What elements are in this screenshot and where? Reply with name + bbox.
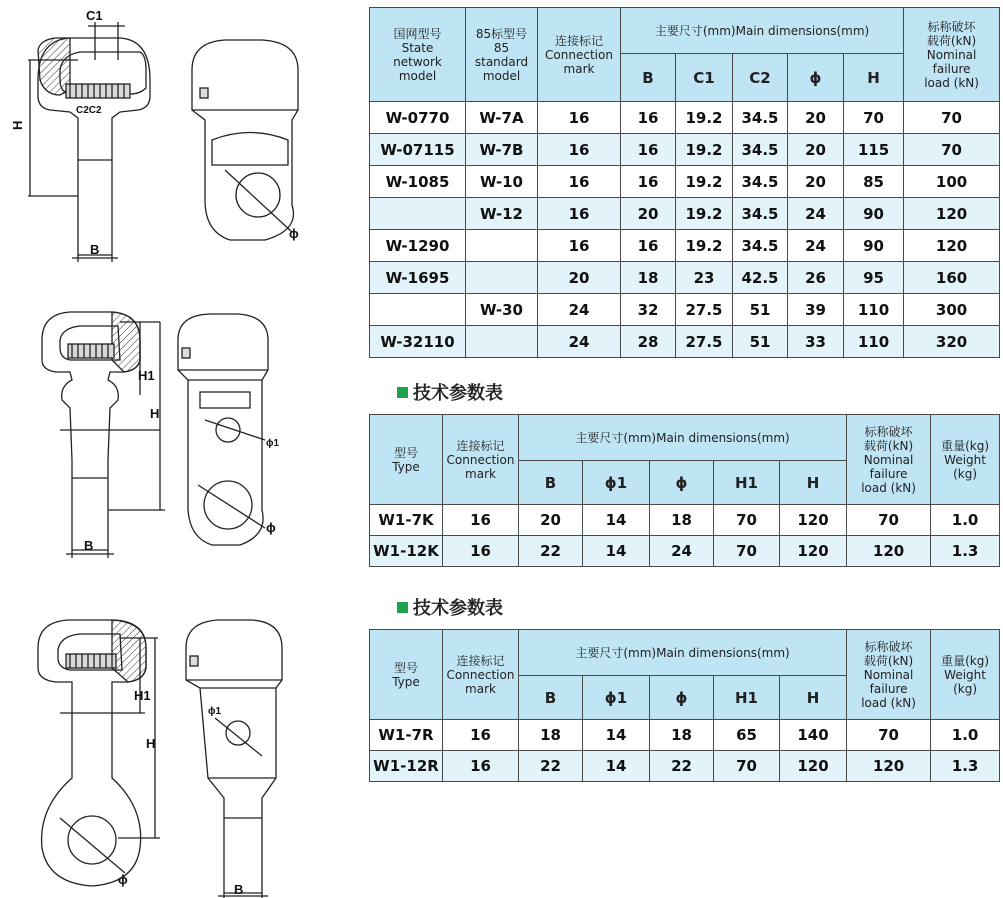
front-view-1: [28, 22, 150, 262]
spec-table-3: [369, 629, 1000, 782]
t1-cell-b: 28: [621, 326, 676, 358]
t2-cell-h1: 70: [714, 505, 780, 536]
t1-cell-phi: 33: [788, 326, 844, 358]
t3-header-main-dimensions: 主要尺寸(mm)Main dimensions(mm): [519, 630, 847, 676]
t1-cell-c1: 19.2: [676, 198, 733, 230]
green-square-icon: [397, 387, 408, 398]
table-3-body: [370, 720, 1000, 782]
side-view-3: [186, 620, 282, 898]
h-label-3: H: [146, 736, 156, 751]
drawing-2-svg: [0, 300, 330, 570]
t1-cell-c1: 23: [676, 262, 733, 294]
t2-header-phi: ϕ: [650, 461, 714, 505]
t1-cell-c1: 27.5: [676, 294, 733, 326]
section-2-title-text: 技术参数表: [413, 383, 503, 404]
header-85-model: 85标型号 85 standard model: [466, 8, 538, 102]
t1-cell-conn: 16: [538, 166, 621, 198]
t2-header-load: 标称破坏 载荷(kN) Nominal failure load (kN): [847, 415, 931, 505]
phi-label: ϕ: [289, 226, 299, 241]
side-view-2: [178, 314, 268, 545]
t1-cell-load: 100: [904, 166, 1000, 198]
t1-cell-conn: 16: [538, 134, 621, 166]
t1-cell-c1: 19.2: [676, 134, 733, 166]
t1-cell-c2: 51: [733, 294, 788, 326]
spec-table-2: [369, 414, 1000, 567]
t1-cell-load: 70: [904, 134, 1000, 166]
t2-header-weight: 重量(kg) Weight (kg): [931, 415, 1000, 505]
t1-cell-load: 160: [904, 262, 1000, 294]
t1-cell-phi: 26: [788, 262, 844, 294]
t2-header-phi1: ϕ1: [583, 461, 650, 505]
t3-header-h: H: [780, 676, 847, 720]
header-c2: C2: [733, 54, 788, 102]
t2-cell-conn: 16: [443, 536, 519, 567]
t1-cell-load: 120: [904, 198, 1000, 230]
t3-cell-load: 70: [847, 720, 931, 751]
t1-cell-phi: 39: [788, 294, 844, 326]
t1-cell-conn: 24: [538, 326, 621, 358]
table-row: [370, 262, 1000, 294]
drawing-1-svg: [0, 0, 330, 275]
t3-cell-h1: 65: [714, 720, 780, 751]
t1-cell-c2: 34.5: [733, 198, 788, 230]
table-row: [370, 230, 1000, 262]
t1-cell-conn: 16: [538, 102, 621, 134]
t3-header-load: 标称破坏 载荷(kN) Nominal failure load (kN): [847, 630, 931, 720]
t1-cell-b: 16: [621, 102, 676, 134]
t2-cell-b: 20: [519, 505, 583, 536]
t2-cell-h: 120: [780, 505, 847, 536]
t2-cell-phi: 24: [650, 536, 714, 567]
table-row: [370, 294, 1000, 326]
t1-cell-c2: 42.5: [733, 262, 788, 294]
t3-cell-h: 140: [780, 720, 847, 751]
t1-cell-b: 16: [621, 166, 676, 198]
t1-cell-phi: 20: [788, 102, 844, 134]
table-row: [370, 720, 1000, 751]
header-connection-mark: 连接标记 Connection mark: [538, 8, 621, 102]
t2-header-connection: 连接标记 Connection mark: [443, 415, 519, 505]
c1-label: C1: [86, 8, 103, 23]
t2-header-h1: H1: [714, 461, 780, 505]
t1-cell-phi: 20: [788, 134, 844, 166]
header-b: B: [621, 54, 676, 102]
t3-cell-phi1: 14: [583, 751, 650, 782]
t2-cell-phi: 18: [650, 505, 714, 536]
t1-cell-b: 18: [621, 262, 676, 294]
t3-cell-b: 18: [519, 720, 583, 751]
t3-cell-phi: 22: [650, 751, 714, 782]
t1-cell-std: W-7A: [466, 102, 538, 134]
section-title-3: [397, 594, 503, 620]
t1-cell-state: W-07115: [370, 134, 466, 166]
t1-cell-state: W-1290: [370, 230, 466, 262]
table-2-body: [370, 505, 1000, 567]
t1-cell-state: [370, 294, 466, 326]
t1-cell-load: 320: [904, 326, 1000, 358]
t1-cell-h: 90: [844, 198, 904, 230]
t2-cell-load: 120: [847, 536, 931, 567]
t2-cell-weight: 1.3: [931, 536, 1000, 567]
t1-cell-phi: 20: [788, 166, 844, 198]
t1-cell-c2: 34.5: [733, 230, 788, 262]
t1-cell-h: 95: [844, 262, 904, 294]
drawing-socket-eye-2: [0, 300, 330, 570]
t2-cell-type: W1-7K: [370, 505, 443, 536]
t1-cell-h: 85: [844, 166, 904, 198]
t1-cell-state: [370, 198, 466, 230]
t1-cell-c1: 27.5: [676, 326, 733, 358]
t2-cell-b: 22: [519, 536, 583, 567]
t1-cell-state: W-1085: [370, 166, 466, 198]
t1-cell-c1: 19.2: [676, 102, 733, 134]
t2-header-b: B: [519, 461, 583, 505]
t1-cell-c1: 19.2: [676, 166, 733, 198]
t1-cell-h: 115: [844, 134, 904, 166]
header-phi: ϕ: [788, 54, 844, 102]
t3-cell-phi1: 14: [583, 720, 650, 751]
t1-cell-conn: 24: [538, 294, 621, 326]
t1-cell-c2: 34.5: [733, 166, 788, 198]
drawing-socket-eye-1: [0, 0, 330, 275]
t2-cell-phi1: 14: [583, 505, 650, 536]
t2-cell-h: 120: [780, 536, 847, 567]
t3-cell-weight: 1.0: [931, 720, 1000, 751]
front-view-2: [42, 312, 165, 558]
t2-cell-h1: 70: [714, 536, 780, 567]
table-row: [370, 134, 1000, 166]
header-h: H: [844, 54, 904, 102]
t1-cell-state: W-32110: [370, 326, 466, 358]
t1-cell-h: 70: [844, 102, 904, 134]
t2-cell-type: W1-12K: [370, 536, 443, 567]
t1-cell-load: 70: [904, 102, 1000, 134]
table-row: [370, 536, 1000, 567]
t3-cell-h: 120: [780, 751, 847, 782]
header-c1: C1: [676, 54, 733, 102]
h1-label-3: H1: [134, 688, 151, 703]
c2-label: C2C2: [76, 105, 102, 116]
table-row: [370, 326, 1000, 358]
t1-cell-std: [466, 326, 538, 358]
t1-cell-std: [466, 230, 538, 262]
t1-cell-state: W-0770: [370, 102, 466, 134]
t1-cell-h: 90: [844, 230, 904, 262]
t3-cell-conn: 16: [443, 720, 519, 751]
t2-cell-phi1: 14: [583, 536, 650, 567]
t2-header-type: 型号 Type: [370, 415, 443, 505]
front-view-3: [38, 620, 160, 886]
t1-cell-phi: 24: [788, 230, 844, 262]
t1-cell-b: 32: [621, 294, 676, 326]
t1-cell-load: 300: [904, 294, 1000, 326]
h1-label: H1: [138, 368, 155, 383]
t1-cell-c2: 34.5: [733, 102, 788, 134]
h-label-2: H: [150, 406, 160, 421]
t1-cell-b: 20: [621, 198, 676, 230]
t3-header-type: 型号 Type: [370, 630, 443, 720]
header-failure-load: 标称破坏 载荷(kN) Nominal failure load (kN): [904, 8, 1000, 102]
table-row: [370, 751, 1000, 782]
b-label: B: [90, 242, 100, 257]
t3-header-weight: 重量(kg) Weight (kg): [931, 630, 1000, 720]
green-square-icon: [397, 602, 408, 613]
t2-cell-conn: 16: [443, 505, 519, 536]
t3-cell-weight: 1.3: [931, 751, 1000, 782]
t1-cell-h: 110: [844, 326, 904, 358]
phi-label-3: ϕ: [118, 872, 128, 887]
t1-cell-load: 120: [904, 230, 1000, 262]
t2-header-main-dimensions: 主要尺寸(mm)Main dimensions(mm): [519, 415, 847, 461]
t1-cell-conn: 20: [538, 262, 621, 294]
t1-cell-std: W-10: [466, 166, 538, 198]
t3-cell-phi: 18: [650, 720, 714, 751]
t3-header-phi: ϕ: [650, 676, 714, 720]
t1-cell-c2: 51: [733, 326, 788, 358]
t3-cell-b: 22: [519, 751, 583, 782]
phi-label-2: ϕ: [266, 520, 276, 535]
t3-header-phi1: ϕ1: [583, 676, 650, 720]
t1-cell-std: W-12: [466, 198, 538, 230]
t1-cell-std: W-7B: [466, 134, 538, 166]
t3-cell-type: W1-12R: [370, 751, 443, 782]
phi1-label-3: ϕ1: [208, 706, 222, 717]
table-row: [370, 198, 1000, 230]
b-label-3: B: [234, 882, 244, 897]
table-row: [370, 102, 1000, 134]
h-label: H: [10, 120, 25, 130]
t1-cell-state: W-1695: [370, 262, 466, 294]
t1-cell-conn: 16: [538, 230, 621, 262]
t2-header-h: H: [780, 461, 847, 505]
t3-cell-load: 120: [847, 751, 931, 782]
t1-cell-c1: 19.2: [676, 230, 733, 262]
t1-cell-b: 16: [621, 134, 676, 166]
drawing-3-svg: [0, 608, 330, 898]
t3-header-b: B: [519, 676, 583, 720]
b-label-2: B: [84, 538, 94, 553]
t2-cell-weight: 1.0: [931, 505, 1000, 536]
t1-cell-b: 16: [621, 230, 676, 262]
t1-cell-conn: 16: [538, 198, 621, 230]
table-1-body: [370, 102, 1000, 358]
drawing-socket-eye-3: [0, 608, 330, 898]
section-title-2: [397, 379, 503, 405]
table-row: [370, 505, 1000, 536]
t3-header-connection: 连接标记 Connection mark: [443, 630, 519, 720]
t1-cell-c2: 34.5: [733, 134, 788, 166]
t3-cell-conn: 16: [443, 751, 519, 782]
side-view-1: [192, 40, 298, 240]
t1-cell-std: W-30: [466, 294, 538, 326]
phi1-label-2: ϕ1: [266, 438, 280, 449]
t3-cell-type: W1-7R: [370, 720, 443, 751]
t3-header-h1: H1: [714, 676, 780, 720]
t1-cell-std: [466, 262, 538, 294]
t1-cell-phi: 24: [788, 198, 844, 230]
t3-cell-h1: 70: [714, 751, 780, 782]
table-row: [370, 166, 1000, 198]
header-state-model: 国网型号 State network model: [370, 8, 466, 102]
header-main-dimensions: 主要尺寸(mm)Main dimensions(mm): [621, 8, 904, 54]
section-3-title-text: 技术参数表: [413, 598, 503, 619]
t2-cell-load: 70: [847, 505, 931, 536]
spec-table-1: [369, 7, 1000, 358]
t1-cell-h: 110: [844, 294, 904, 326]
